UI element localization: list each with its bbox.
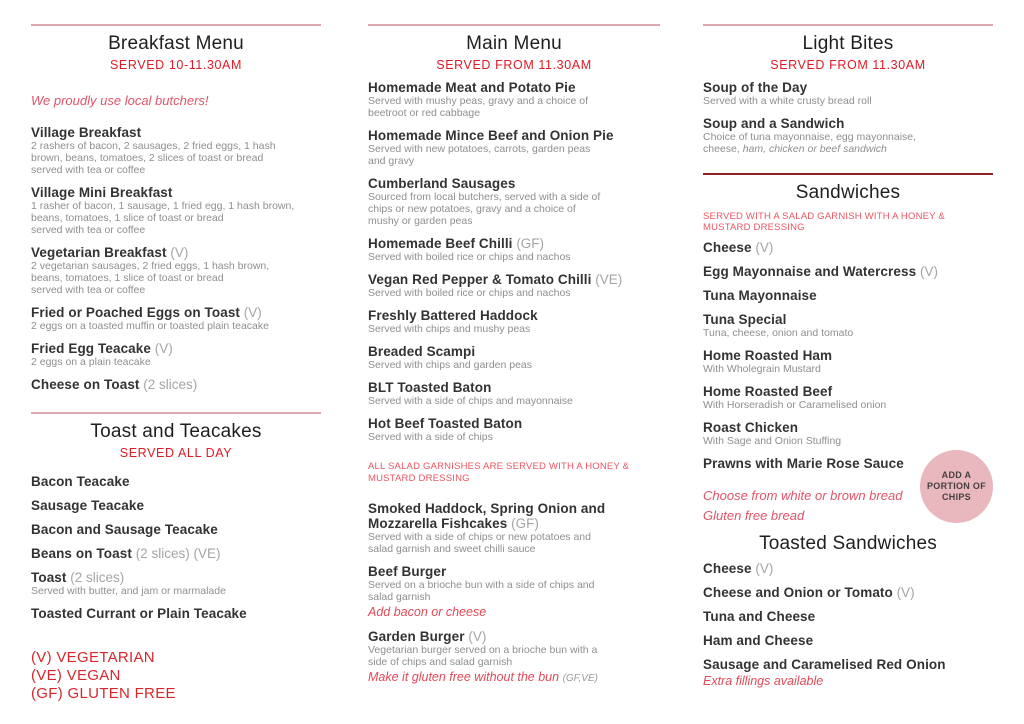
item-description: Served with a side of chips: [368, 431, 493, 443]
menu-item: [368, 236, 660, 263]
item-description: beans, tomatoes, 1 slice of toast or bread: [31, 212, 224, 224]
item-name: Home Roasted Beef: [703, 384, 833, 399]
menu-item: [703, 420, 993, 447]
item-name-line: [368, 380, 660, 395]
item-name-line: [31, 606, 321, 621]
item-name: Cheese: [703, 240, 752, 255]
item-name: Hot Beef Toasted Baton: [368, 416, 523, 431]
item-name: Cheese: [703, 561, 752, 576]
bread-choice-note: Gluten free bread: [703, 508, 805, 523]
item-description: beans, tomatoes, 1 slice of toast or bread: [31, 272, 224, 284]
item-name: Village Breakfast: [31, 125, 142, 140]
item-tag: (V): [243, 305, 262, 320]
item-description: salad garnish: [368, 591, 431, 603]
menu-item: [368, 344, 660, 371]
item-description: Served with chips and garden peas: [368, 359, 533, 371]
item-name-line: [31, 377, 321, 392]
menu-item: [703, 384, 993, 411]
item-name-line: [368, 80, 660, 95]
menu-item: [31, 498, 321, 513]
item-description: 2 vegetarian sausages, 2 fried eggs, 1 hash brown,: [31, 260, 270, 272]
section-subtitle: SERVED ALL DAY: [119, 446, 233, 460]
menu-item: [703, 264, 993, 279]
item-description: Served with a side of chips or new potatoes and: [368, 531, 591, 543]
item-name-line: [368, 629, 660, 644]
menu-item: [703, 585, 993, 600]
section-title: Toast and Teacakes: [90, 421, 262, 442]
item-name: Egg Mayonnaise and Watercress: [703, 264, 917, 279]
item-name-line: [368, 308, 660, 323]
item-description: 1 rasher of bacon, 1 sausage, 1 fried egg, 1 hash brown,: [31, 200, 295, 212]
item-name-line: [703, 420, 993, 435]
menu-item: [368, 308, 660, 335]
bread-choice-note: Choose from white or brown bread: [703, 488, 903, 503]
item-description: Served on a brioche bun with a side of chips and: [368, 579, 595, 591]
item-description: chips or new potatoes, gravy and a choice of: [368, 203, 576, 215]
item-name: Smoked Haddock, Spring Onion and Mozzarella Fishcakes: [368, 501, 606, 531]
item-tag: (V): [755, 240, 774, 255]
item-note-tag: (GF,VE): [562, 673, 598, 684]
menu-item: [31, 305, 321, 332]
item-description: Served with boiled rice or chips and nachos: [368, 287, 571, 299]
item-description: With Horseradish or Caramelised onion: [703, 399, 887, 411]
menu-item: [368, 501, 660, 555]
item-description: beetroot or red cabbage: [368, 107, 481, 119]
menu-item: [31, 474, 321, 489]
item-name: Homemade Beef Chilli: [368, 236, 513, 251]
menu-items: [31, 125, 321, 392]
menu-item: [31, 377, 321, 392]
item-name-line: [368, 176, 660, 191]
item-description: salad garnish and sweet chilli sauce: [368, 543, 536, 555]
menu-item: [368, 272, 660, 299]
item-description: Served with chips and mushy peas: [368, 323, 531, 335]
item-name-line: [31, 546, 321, 561]
item-name: Toasted Currant or Plain Teacake: [31, 606, 247, 621]
item-description: Served with a side of chips and mayonnaise: [368, 395, 573, 407]
item-name-line: [703, 348, 993, 363]
item-description: 2 rashers of bacon, 2 sausages, 2 fried eggs, 1 hash: [31, 140, 276, 152]
item-description: Served with butter, and jam or marmalade: [31, 585, 226, 597]
section-subtitle: SERVED FROM 11.30AM: [436, 58, 592, 72]
badge-line: ADD A: [941, 470, 972, 480]
item-tag: (V): [468, 629, 487, 644]
item-name-line: [703, 585, 993, 600]
item-note: [703, 673, 993, 689]
item-name: Vegan Red Pepper & Tomato Chilli: [368, 272, 592, 287]
item-name: Tuna Special: [703, 312, 787, 327]
item-description: With Sage and Onion Stuffing: [703, 435, 842, 447]
item-description: and gravy: [368, 155, 415, 167]
chips-badge: [920, 450, 993, 523]
item-description: With Wholegrain Mustard: [703, 363, 821, 375]
menu-items: [703, 80, 993, 155]
item-name: Sausage and Caramelised Red Onion: [703, 657, 946, 672]
item-name: Tuna and Cheese: [703, 609, 816, 624]
item-name: Prawns with Marie Rose Sauce: [703, 456, 904, 471]
item-description: Vegetarian burger served on a brioche bun with a: [368, 644, 598, 656]
menu-item: [368, 128, 660, 167]
menu-item: [31, 522, 321, 537]
menu-item: [31, 546, 321, 561]
item-description: Served with new potatoes, carrots, garden peas: [368, 143, 591, 155]
item-description: brown, beans, tomatoes, 2 slices of toast or bread: [31, 152, 264, 164]
section-title: Breakfast Menu: [108, 33, 244, 54]
menu-column-3: [703, 0, 993, 724]
item-name: Freshly Battered Haddock: [368, 308, 538, 323]
item-name: Toast: [31, 570, 67, 585]
item-name-line: [31, 341, 321, 356]
item-name: Homemade Mince Beef and Onion Pie: [368, 128, 614, 143]
menu-item: [368, 176, 660, 227]
menu-item: [31, 185, 321, 236]
item-tag: (GF): [511, 516, 539, 531]
item-name-line: [703, 633, 993, 648]
chips-badge-text: [927, 470, 986, 503]
item-description: Served with boiled rice or chips and nachos: [368, 251, 571, 263]
item-name: Breaded Scampi: [368, 344, 476, 359]
item-description: [703, 143, 993, 155]
section-subtitle: SERVED WITH A SALAD GARNISH WITH A HONEY & MUSTARD DRESSING: [703, 211, 945, 233]
menu-item: [703, 657, 993, 689]
item-name-line: [368, 236, 660, 251]
item-name-line: [703, 657, 993, 672]
item-description: 2 eggs on a toasted muffin or toasted plain teacake: [31, 320, 269, 332]
menu-section: [31, 412, 321, 621]
item-name-line: [368, 128, 660, 143]
item-name: Bacon and Sausage Teacake: [31, 522, 218, 537]
item-name: Fried Egg Teacake: [31, 341, 151, 356]
item-name: Vegetarian Breakfast: [31, 245, 167, 260]
section-divider: [368, 24, 660, 26]
section-title: Toasted Sandwiches: [759, 533, 937, 554]
menu-item: [703, 561, 993, 576]
intro-note: We proudly use local butchers!: [31, 93, 209, 108]
menu-item: [703, 348, 993, 375]
item-note-text: Extra fillings available: [703, 674, 824, 688]
item-name-line: [703, 384, 993, 399]
item-name: Fried or Poached Eggs on Toast: [31, 305, 241, 320]
item-tag: (2 slices): [70, 570, 125, 585]
item-name: Beef Burger: [368, 564, 447, 579]
menu-item: [703, 609, 993, 624]
item-name-line: [703, 264, 993, 279]
item-name: Garden Burger: [368, 629, 465, 644]
item-name-line: [703, 312, 993, 327]
item-tag: (V): [755, 561, 774, 576]
menu-items: [703, 561, 993, 689]
section-divider: [703, 24, 993, 26]
item-name-line: [368, 501, 660, 531]
item-name-line: [368, 344, 660, 359]
item-name: Cheese on Toast: [31, 377, 140, 392]
item-tag: (2 slices) (VE): [135, 546, 221, 561]
legend-line: (V) VEGETARIAN: [31, 649, 155, 666]
menu-item: [703, 116, 993, 155]
section-title: Sandwiches: [795, 182, 901, 203]
item-name: Tuna Mayonnaise: [703, 288, 817, 303]
item-description: Served with mushy peas, gravy and a choice of: [368, 95, 589, 107]
item-note-text: Add bacon or cheese: [368, 605, 487, 619]
item-tag: (V): [896, 585, 915, 600]
menu-item: [368, 380, 660, 407]
item-tag: (V): [170, 245, 189, 260]
item-name-line: [31, 498, 321, 513]
item-name-line: [31, 125, 321, 140]
item-description: served with tea or coffee: [31, 164, 146, 176]
item-name-line: [703, 80, 993, 95]
item-note: [368, 669, 660, 687]
item-description: served with tea or coffee: [31, 284, 146, 296]
item-name: Ham and Cheese: [703, 633, 814, 648]
item-name-line: [31, 185, 321, 200]
legend-line: (GF) GLUTEN FREE: [31, 685, 176, 702]
item-description-italic: ham, chicken or beef sandwich: [742, 143, 887, 155]
menu-items: [703, 240, 993, 471]
badge-line: PORTION OF: [927, 481, 986, 491]
menu-column-2: [368, 0, 660, 724]
item-name-line: [703, 561, 993, 576]
item-name-line: [31, 474, 321, 489]
item-description: mushy or garden peas: [368, 215, 473, 227]
section-divider: [31, 412, 321, 414]
item-name-line: [368, 416, 660, 431]
item-tag: (V): [154, 341, 173, 356]
item-name: Cumberland Sausages: [368, 176, 516, 191]
section-divider: [31, 24, 321, 26]
item-name-line: [703, 288, 993, 303]
item-tag: (VE): [595, 272, 623, 287]
item-name: Cheese and Onion or Tomato: [703, 585, 893, 600]
item-name-line: [368, 564, 660, 579]
menu-item: [31, 341, 321, 368]
item-name-line: [703, 609, 993, 624]
item-name-line: [703, 116, 993, 131]
dietary-legend: [31, 649, 321, 703]
item-description: 2 eggs on a plain teacake: [31, 356, 151, 368]
item-name-line: [703, 240, 993, 255]
item-name: Beans on Toast: [31, 546, 132, 561]
menu-item: [703, 633, 993, 648]
badge-line: CHIPS: [941, 492, 971, 502]
item-description: Tuna, cheese, onion and tomato: [703, 327, 854, 339]
item-name: Homemade Meat and Potato Pie: [368, 80, 576, 95]
item-tag: (2 slices): [143, 377, 198, 392]
menu-items: [368, 80, 660, 687]
item-name-line: [31, 245, 321, 260]
item-description: Served with a white crusty bread roll: [703, 95, 872, 107]
menu-item: [703, 288, 993, 303]
menu-section: [368, 24, 660, 687]
item-name: Sausage Teacake: [31, 498, 145, 513]
item-name-line: [31, 570, 321, 585]
menu-item: [368, 564, 660, 620]
item-name: Bacon Teacake: [31, 474, 130, 489]
item-name-line: [31, 522, 321, 537]
item-description: Sourced from local butchers, served with a side of: [368, 191, 601, 203]
item-tag: (GF): [516, 236, 545, 251]
section-title: Light Bites: [802, 33, 894, 54]
item-note: [368, 604, 660, 620]
menu-section: [703, 533, 993, 689]
item-name: Roast Chicken: [703, 420, 799, 435]
item-name-line: [31, 305, 321, 320]
menu-item: [703, 312, 993, 339]
menu-item: [31, 606, 321, 621]
menu-column-1: [31, 0, 321, 724]
item-name: BLT Toasted Baton: [368, 380, 492, 395]
section-divider: [703, 173, 993, 175]
menu-item: [31, 125, 321, 176]
salad-garnish-notice: ALL SALAD GARNISHES ARE SERVED WITH A HONEY & MUSTARD DRESSING: [368, 461, 630, 484]
menu-item: [31, 245, 321, 296]
item-description: side of chips and salad garnish: [368, 656, 513, 668]
section-title: Main Menu: [466, 33, 562, 54]
item-name-line: [368, 272, 660, 287]
menu-section: [703, 24, 993, 155]
item-name: Soup of the Day: [703, 80, 808, 95]
item-tag: (V): [919, 264, 938, 279]
section-subtitle: SERVED FROM 11.30AM: [770, 58, 926, 72]
menu-item: [368, 80, 660, 119]
item-description: served with tea or coffee: [31, 224, 146, 236]
item-name: Home Roasted Ham: [703, 348, 833, 363]
menu-item: [703, 240, 993, 255]
item-description: Choice of tuna mayonnaise, egg mayonnaise,: [703, 131, 917, 143]
menu-item: [31, 570, 321, 597]
menu-item: [703, 80, 993, 107]
item-note-text: Make it gluten free without the bun: [368, 670, 560, 684]
legend-line: (VE) VEGAN: [31, 667, 121, 684]
menu-items: [31, 474, 321, 621]
section-subtitle: SERVED 10-11.30AM: [109, 58, 243, 72]
item-name: Soup and a Sandwich: [703, 116, 845, 131]
menu-item: [368, 629, 660, 687]
item-name: Village Mini Breakfast: [31, 185, 173, 200]
menu-item: [368, 416, 660, 443]
menu-section: [31, 24, 321, 392]
item-description-normal: cheese,: [703, 143, 743, 155]
